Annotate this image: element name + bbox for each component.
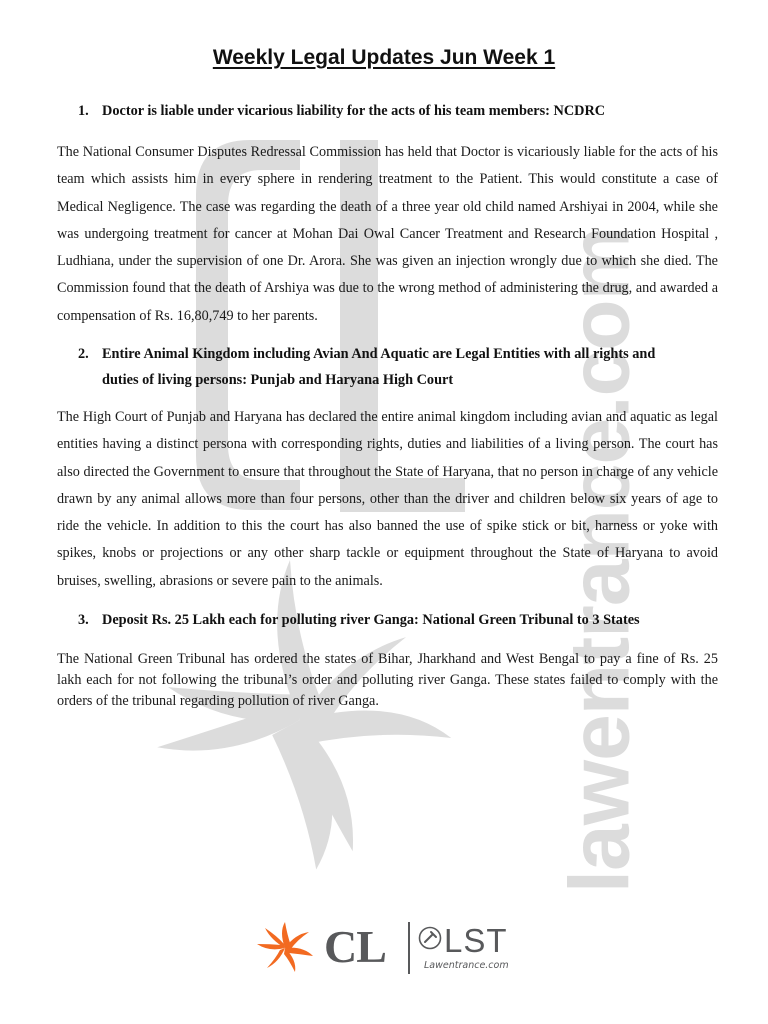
section-2-heading-line2: duties of living persons: Punjab and Haryana High Court (102, 372, 454, 388)
page-title: Weekly Legal Updates Jun Week 1 (212, 46, 556, 69)
section-3-number: 3. (78, 612, 89, 628)
lst-logo-text: LST (444, 922, 508, 959)
section-2-heading (78, 341, 718, 393)
lawentrance-logo-text: Lawentrance.com (424, 960, 509, 971)
swirl-logo-icon (250, 920, 320, 976)
logo-divider (408, 922, 410, 974)
section-2-body: The High Court of Punjab and Haryana has declared the entire animal kingdom including avian and aquatic as legal entities having a distinct persona with corresponding rights, duties and liabilities of a living person. The court has also directed the Government to ensure that throughout the State of Haryana, that no person in charge of any vehicle drawn by any animal allows more than four persons, other than the driver and children below six years of age to ride the vehicle. In addition to this the court has also banned the use of spike stick or bit, harness or yoke with spikes, knobs or projections or any other sharp tackle or equipment throughout the State of Haryana to avoid bruises, swelling, abrasions or severe pain to the animals. (57, 409, 718, 589)
section-1-body: The National Consumer Disputes Redressal Commission has held that Doctor is vicariously liable for the acts of his team which assists him in every sphere in rendering treatment to the Patient. This would constitute a case of Medical Negligence. The case was regarding the death of a three year old child named Arshiyai in 2004, while she was undergoing treatment for cancer at Mohan Dai Owal Cancer Treatment and Research Foundation Hospital , Ludhiana, under the supervision of one Dr. Arora. She was given an injection wrongly due to which she died. The Commission found that the death of Arshiya was due to the wrong method of administering the drug, and awarded a compensation of Rs. 16,80,749 to her parents. (57, 144, 718, 324)
cl-logo-text: CL (324, 921, 386, 972)
section-3-heading-text: Deposit Rs. 25 Lakh each for polluting river Ganga: National Green Tribunal to 3 States (102, 612, 640, 628)
section-3-body: The National Green Tribunal has ordered the states of Bihar, Jharkhand and West Bengal to pay a fine of Rs. 25 lakh each for not following the tribunal’s order and polluting river Ganga. These states failed to comply with the orders of the tribunal regarding pollution of river Ganga. (57, 651, 718, 709)
footer-logo (250, 920, 550, 976)
section-1-number: 1. (78, 103, 89, 119)
section-2-number: 2. (78, 346, 89, 362)
lst-emblem-icon (418, 926, 442, 950)
section-1-heading (78, 98, 718, 124)
section-1-heading-text: Doctor is liable under vicarious liability for the acts of his team members: NCDRC (102, 103, 606, 119)
section-2-heading-line1: Entire Animal Kingdom including Avian And Aquatic are Legal Entities with all rights and (102, 346, 656, 362)
section-3-heading (78, 607, 718, 633)
watermark-text: lawentrance.com (552, 226, 647, 894)
